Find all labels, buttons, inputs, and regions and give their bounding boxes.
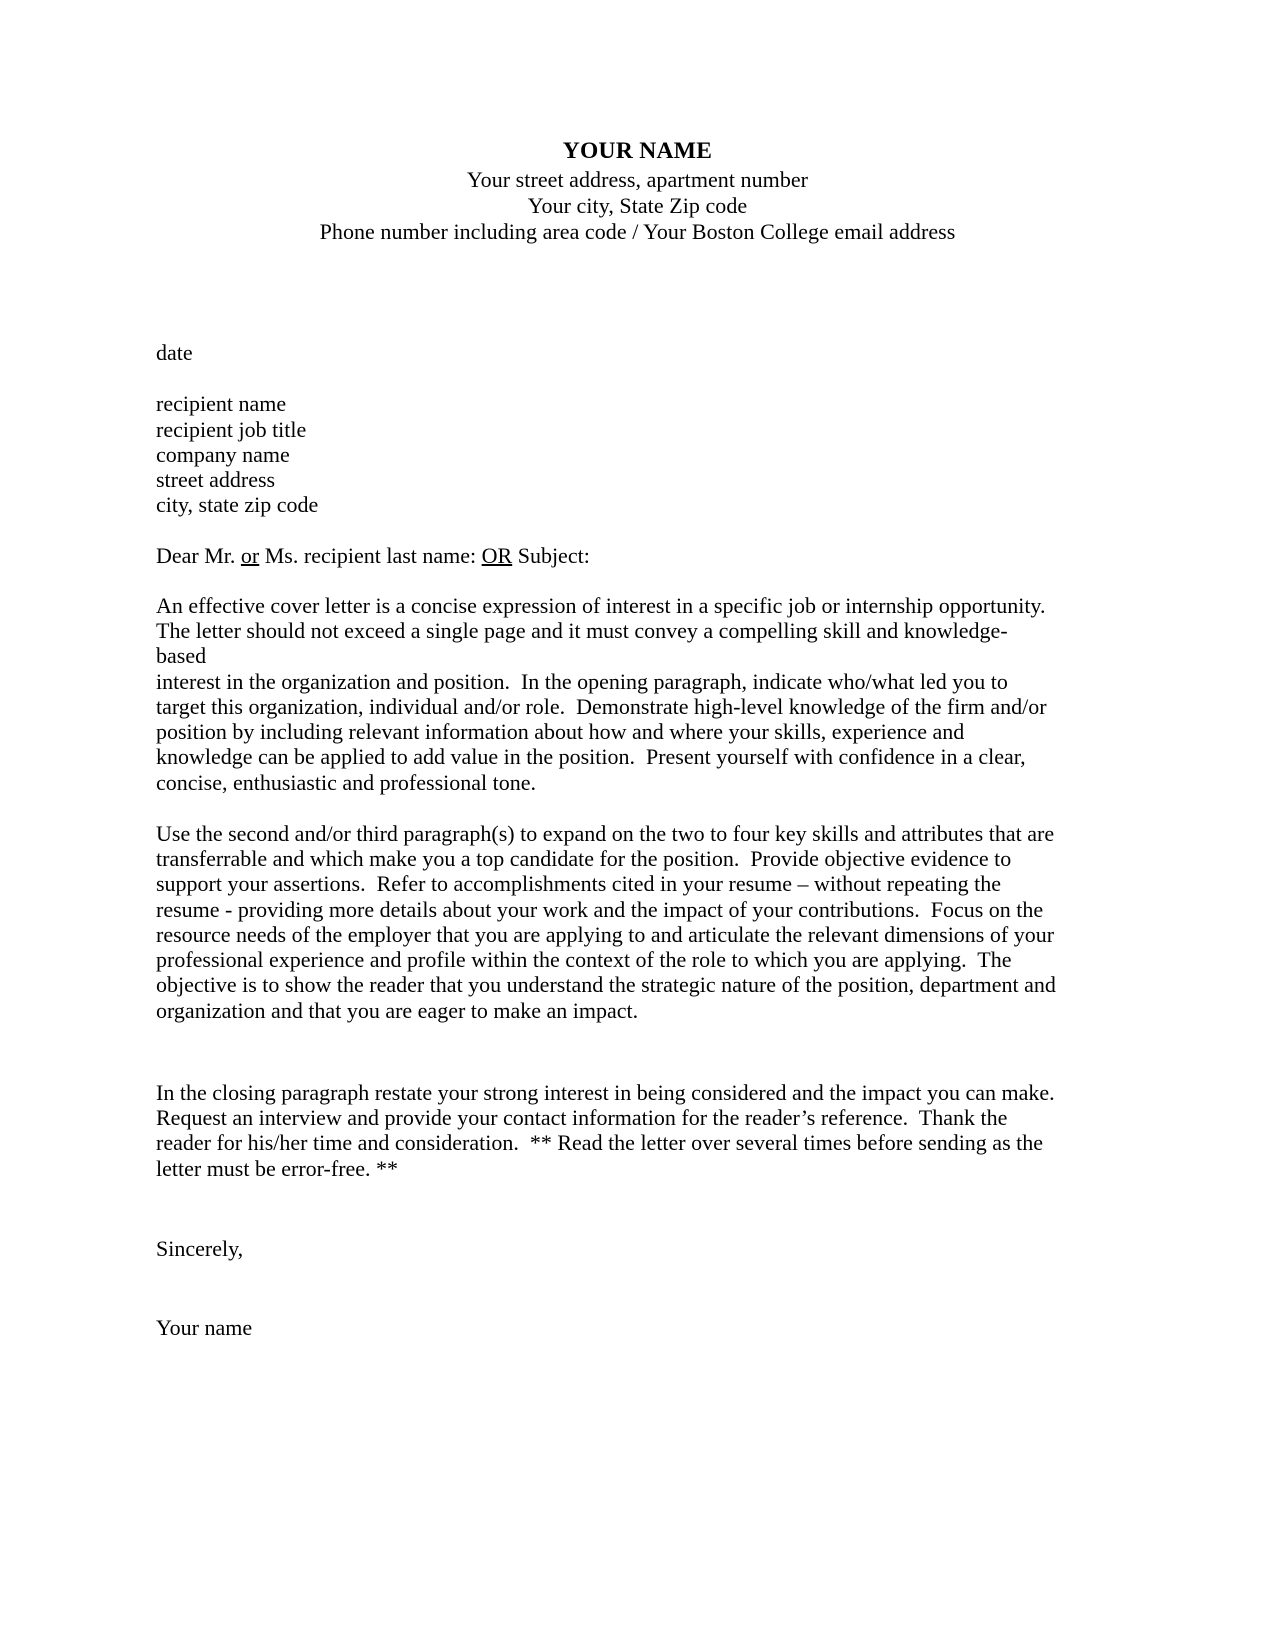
- paragraph-line: transferrable and which make you a top candidate for the position. Provide objective evidence to: [156, 846, 1012, 871]
- paragraph-line: interest in the organization and position. In the opening paragraph, indicate who/what led you to: [156, 668, 1008, 694]
- paragraph-2: [156, 821, 1056, 1023]
- recipient-name: recipient name: [156, 391, 287, 417]
- paragraph-line: support your assertions. Refer to accomplishments cited in your resume – without repeating the: [156, 871, 1001, 897]
- paragraph-line: Use the second and/or third paragraph(s) to expand on the two to four key skills and attributes that are: [156, 820, 1055, 846]
- letterhead-city-state-zip: Your city, State Zip code: [527, 193, 748, 219]
- paragraph-1: [156, 593, 1056, 795]
- recipient-company: company name: [156, 441, 290, 467]
- letter-body: [156, 340, 1056, 1340]
- recipient-city-state-zip: city, state zip code: [156, 492, 319, 518]
- paragraph-line: Request an interview and provide your contact information for the reader’s reference. Thank the: [156, 1105, 1008, 1130]
- spacer: [156, 1181, 1056, 1236]
- paragraph-line: target this organization, individual and/or role. Demonstrate high-level knowledge of the firm and/or: [156, 693, 1047, 719]
- salutation-middle: Ms. recipient last name:: [259, 542, 482, 568]
- signature-name: Your name: [156, 1315, 253, 1340]
- paragraph-line: resume - providing more details about your work and the impact of your contributions. Focus on the: [156, 896, 1044, 922]
- spacer: [156, 795, 1056, 821]
- letterhead-street: Your street address, apartment number: [466, 166, 809, 192]
- salutation-line: [156, 543, 1056, 568]
- paragraph-line: organization and that you are eager to make an impact.: [156, 997, 639, 1023]
- paragraph-line: The letter should not exceed a single page and it must convey a compelling skill and knowledge-based: [156, 618, 1008, 669]
- paragraph-line: position by including relevant information about how and where your skills, experience and: [156, 719, 965, 744]
- closing-line: Sincerely,: [156, 1235, 244, 1261]
- salutation-suffix: Subject:: [512, 542, 590, 568]
- recipient-job-title: recipient job title: [156, 416, 307, 442]
- paragraph-line: reader for his/her time and consideration. ** Read the letter over several times before sending as the: [156, 1130, 1044, 1156]
- date-line: date: [156, 340, 193, 365]
- paragraph-line: In the closing paragraph restate your strong interest in being considered and the impact you can make.: [156, 1079, 1055, 1105]
- spacer: [156, 518, 1056, 543]
- paragraph-line: letter must be error-free. **: [156, 1155, 399, 1181]
- paragraph-line: professional experience and profile within the context of the role to which you are applying. The: [156, 947, 1012, 972]
- spacer: [156, 568, 1056, 593]
- paragraph-line: concise, enthusiastic and professional tone.: [156, 769, 537, 795]
- paragraph-line: An effective cover letter is a concise expression of interest in a specific job or internship opportunity.: [156, 592, 1046, 618]
- paragraph-line: knowledge can be applied to add value in the position. Present yourself with confidence in a clear,: [156, 744, 1026, 770]
- paragraph-line: resource needs of the employer that you are applying to and articulate the relevant dimensions of your: [156, 921, 1055, 947]
- salutation-or-lower: or: [240, 542, 260, 568]
- letterhead-block: [0, 138, 1275, 245]
- salutation-or-upper: OR: [481, 542, 513, 568]
- salutation-prefix: Dear Mr.: [156, 542, 241, 568]
- spacer: [156, 1261, 1056, 1315]
- spacer: [156, 365, 1056, 391]
- letterhead-name: YOUR NAME: [562, 138, 713, 164]
- recipient-block: [156, 391, 1056, 517]
- paragraph-3: [156, 1080, 1056, 1181]
- letterhead-contact: Phone number including area code / Your Boston College email address: [319, 219, 956, 245]
- spacer: [156, 1023, 1056, 1080]
- recipient-street: street address: [156, 467, 276, 492]
- paragraph-line: objective is to show the reader that you understand the strategic nature of the position, department and: [156, 972, 1056, 998]
